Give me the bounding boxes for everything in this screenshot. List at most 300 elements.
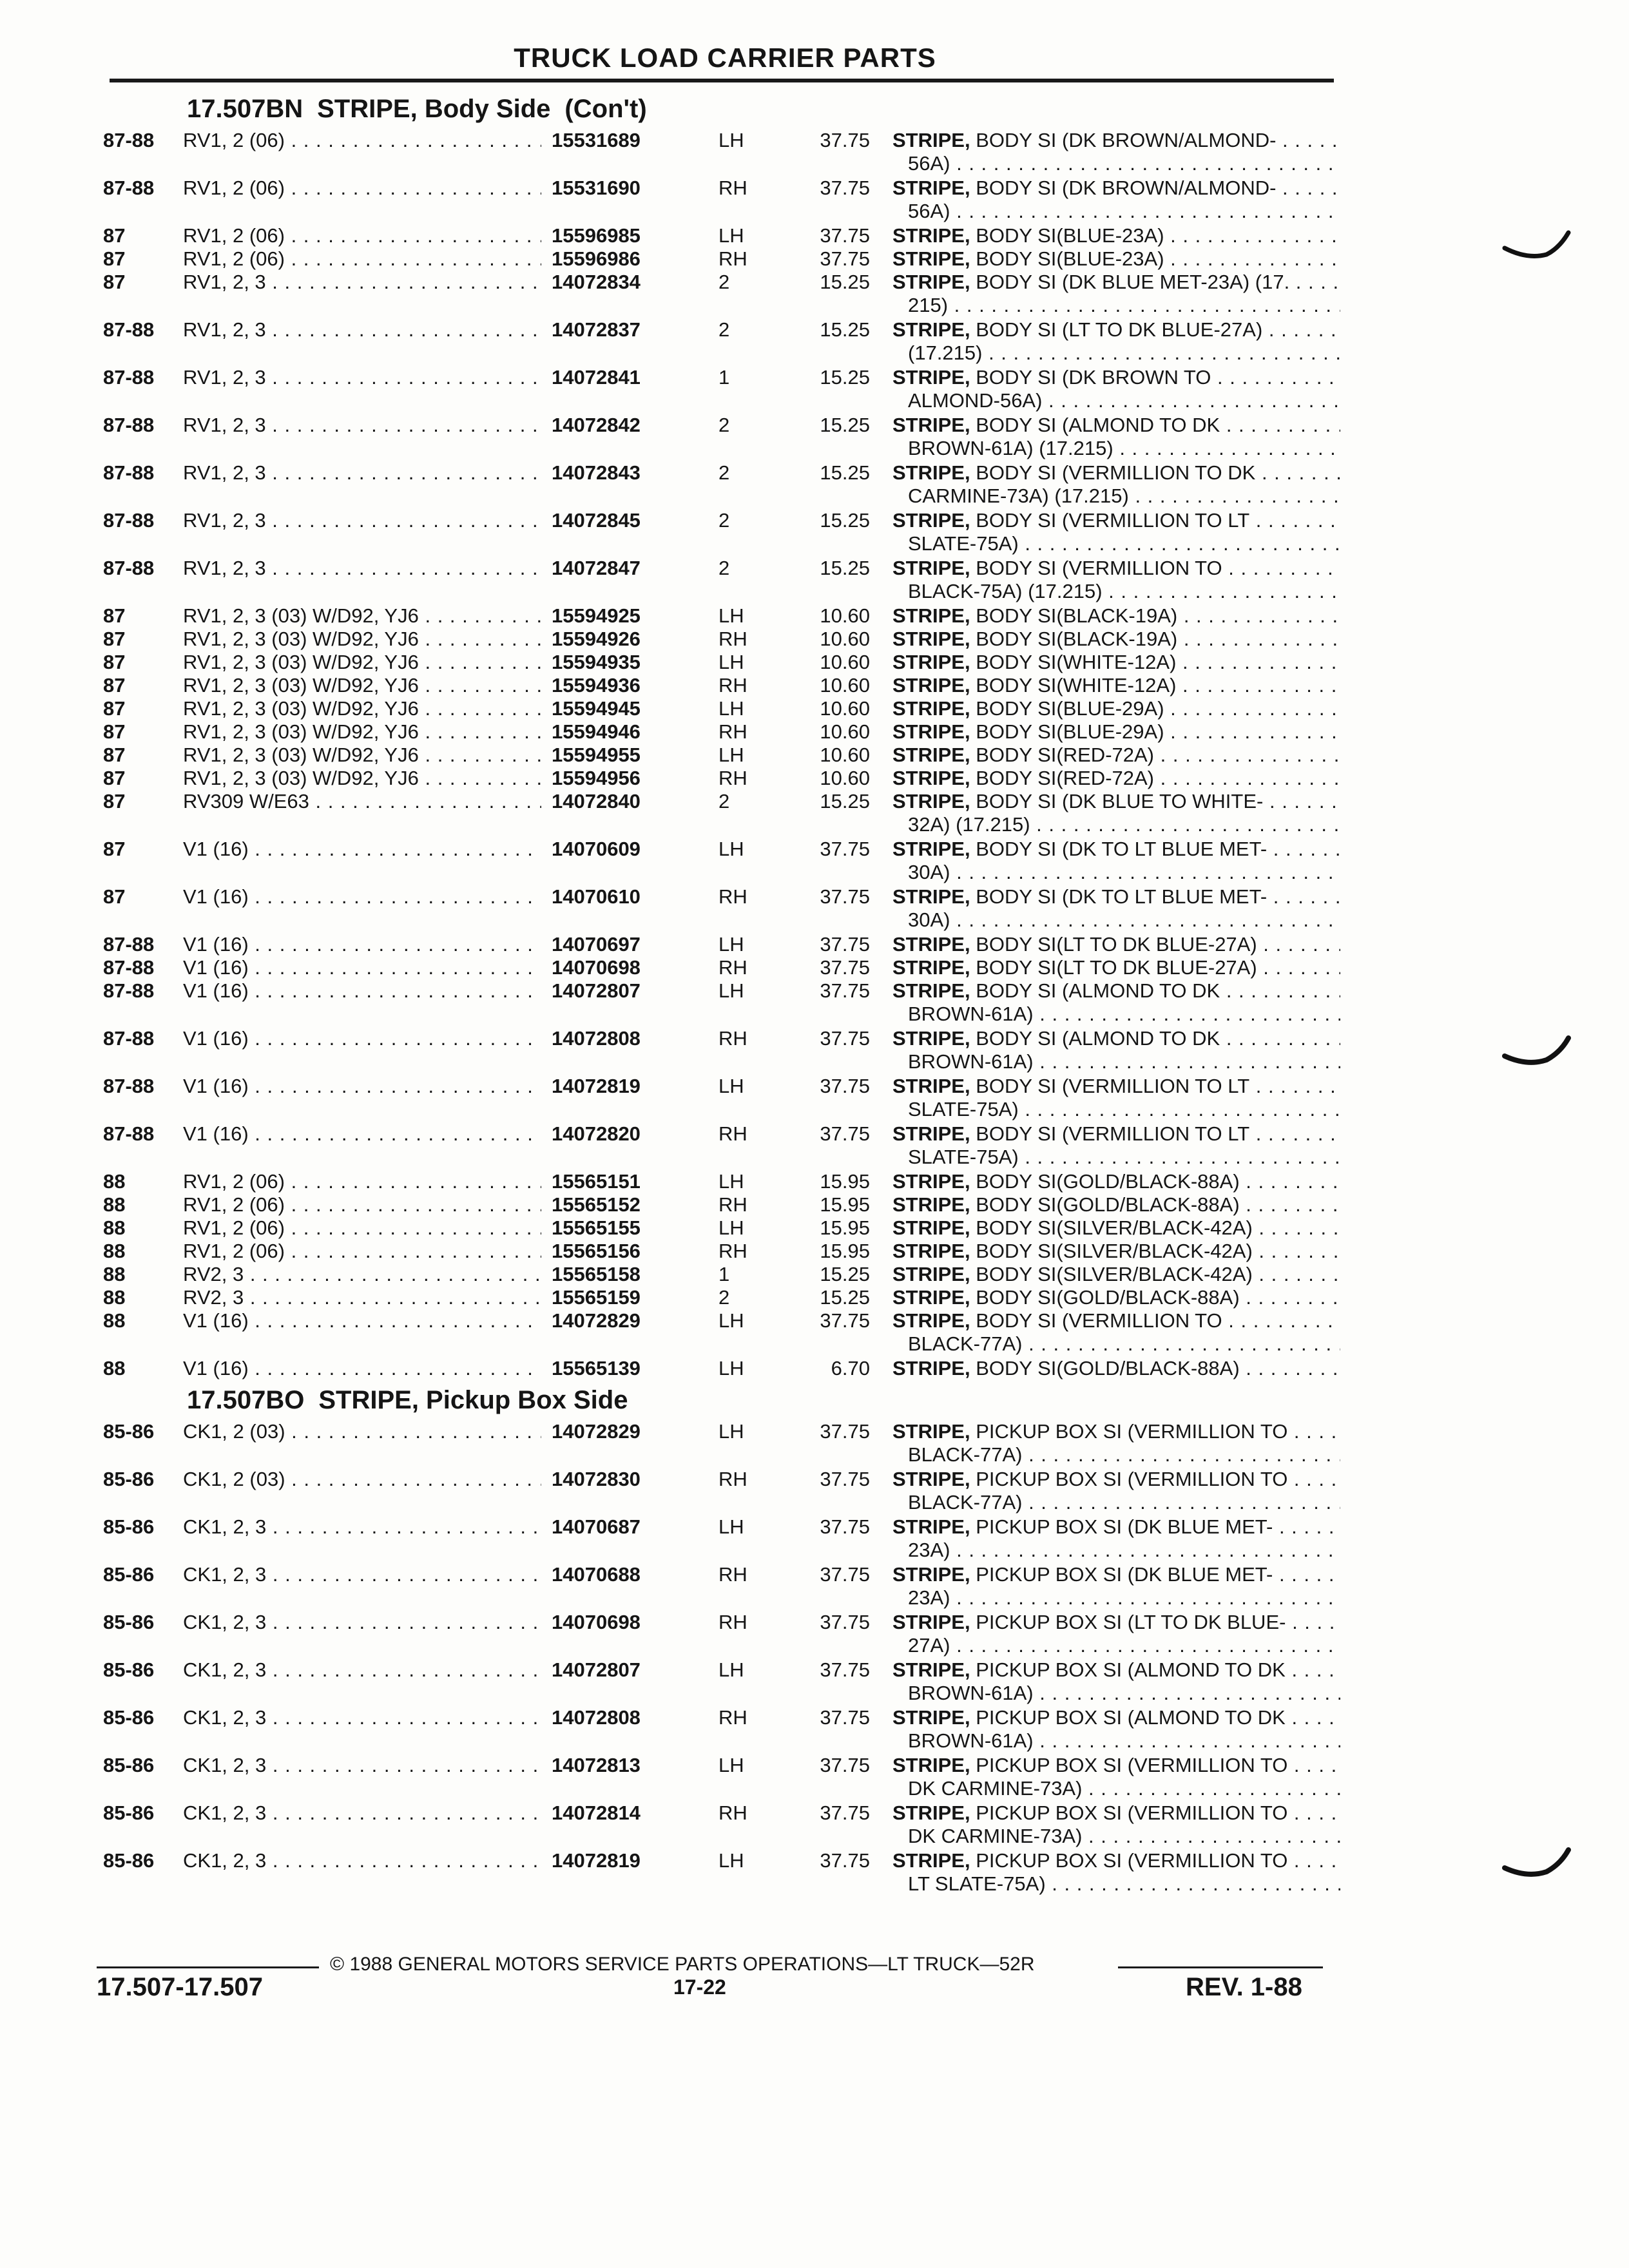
part-description — [892, 651, 1340, 674]
description-keyword: STRIPE, — [892, 1420, 970, 1443]
description-line — [892, 1122, 1340, 1146]
price: 15.95 — [820, 1193, 870, 1216]
page-number: 17-22 — [673, 1975, 726, 1999]
description-keyword: STRIPE, — [892, 224, 970, 247]
model-year: 87-88 — [103, 1122, 155, 1145]
description-continuation: BLACK-77A) . . . — [892, 1332, 1340, 1356]
description-text: PICKUP BOX SI (ALMOND TO DK — [976, 1706, 1286, 1729]
description-text: BODY SI(BLUE-29A) — [976, 720, 1164, 743]
model-code: RV1, 2, 3 (03) W/D92, YJ6 . . . — [183, 697, 631, 720]
description-line — [892, 414, 1340, 437]
description-text: BODY SI (DK BROWN/ALMOND- — [976, 177, 1277, 199]
price: 37.75 — [820, 1027, 870, 1050]
model-year: 85-86 — [103, 1611, 155, 1633]
model-year: 87 — [103, 271, 126, 293]
section-heading — [103, 1380, 1340, 1420]
parts-list — [103, 89, 1340, 1897]
description-text: BODY SI (DK TO LT BLUE MET- — [976, 838, 1268, 860]
description-text: BODY SI (DK BROWN/ALMOND- — [976, 129, 1277, 151]
quantity-side: 2 — [718, 414, 730, 436]
description-text: BODY SI (DK TO LT BLUE MET- — [976, 885, 1268, 908]
part-description — [892, 224, 1340, 247]
table-row — [103, 720, 1340, 744]
table-row — [103, 604, 1340, 628]
description-line — [892, 1027, 1340, 1050]
price: 37.75 — [820, 979, 870, 1002]
description-text: PICKUP BOX SI (VERMILLION TO — [976, 1849, 1288, 1872]
quantity-side: LH — [718, 933, 744, 956]
price: 15.95 — [820, 1170, 870, 1193]
description-text: BODY SI(GOLD/BLACK-88A) — [976, 1286, 1240, 1309]
part-number: 15565152 — [552, 1193, 641, 1216]
model-code: RV2, 3 . . . — [183, 1286, 631, 1309]
part-description — [892, 129, 1340, 175]
part-description — [892, 885, 1340, 932]
part-number-cell — [541, 1309, 784, 1332]
model-year: 87 — [103, 838, 126, 860]
price: 37.75 — [820, 129, 870, 151]
description-line — [892, 1216, 1340, 1240]
description-keyword: STRIPE, — [892, 1357, 970, 1379]
description-continuation: 23A) . . . — [892, 1586, 1340, 1610]
table-row — [103, 129, 1340, 177]
part-number-cell — [541, 979, 784, 1003]
table-row — [103, 956, 1340, 979]
model-year: 87 — [103, 697, 126, 720]
description-keyword: STRIPE, — [892, 177, 970, 199]
part-number-cell — [541, 271, 784, 294]
quantity-side: LH — [718, 1754, 744, 1776]
description-line — [892, 247, 1340, 271]
model-year: 88 — [103, 1357, 126, 1379]
description-keyword: STRIPE, — [892, 979, 970, 1002]
quantity-side: LH — [718, 1658, 744, 1681]
description-line — [892, 697, 1340, 720]
price: 37.75 — [820, 1658, 870, 1681]
description-continuation: (17.215) . . . — [892, 341, 1340, 365]
description-line — [892, 790, 1340, 813]
model-year: 88 — [103, 1263, 126, 1285]
model-year: 87-88 — [103, 933, 155, 956]
description-line — [892, 509, 1340, 532]
model-code: RV1, 2 (06) . . . — [183, 1193, 631, 1216]
description-text: BODY SI(LT TO DK BLUE-27A) — [976, 933, 1257, 956]
description-text: BODY SI(SILVER/BLACK-42A) — [976, 1263, 1253, 1285]
description-line — [892, 1075, 1340, 1098]
model-code: CK1, 2 (03) . . . — [183, 1420, 631, 1443]
price: 37.75 — [820, 885, 870, 908]
description-line — [892, 956, 1340, 979]
table-row — [103, 271, 1340, 318]
description-continuation: 215) . . . — [892, 294, 1340, 317]
part-number-cell — [541, 1170, 784, 1193]
part-description — [892, 744, 1340, 767]
part-description — [892, 271, 1340, 317]
model-year: 88 — [103, 1193, 126, 1216]
quantity-side: RH — [718, 956, 747, 979]
model-year: 87-88 — [103, 979, 155, 1002]
part-number: 15565156 — [552, 1240, 641, 1262]
part-description — [892, 628, 1340, 651]
table-row — [103, 1611, 1340, 1658]
part-number: 14072829 — [552, 1309, 641, 1332]
part-description — [892, 1563, 1340, 1610]
price: 37.75 — [820, 956, 870, 979]
description-line — [892, 933, 1340, 956]
part-description — [892, 604, 1340, 628]
description-keyword: STRIPE, — [892, 790, 970, 812]
part-number-cell — [541, 744, 784, 767]
part-description — [892, 1263, 1340, 1286]
part-number-cell — [541, 1263, 784, 1286]
part-description — [892, 557, 1340, 603]
price: 15.95 — [820, 1216, 870, 1239]
part-description — [892, 1216, 1340, 1240]
price: 15.25 — [820, 509, 870, 532]
description-keyword: STRIPE, — [892, 1563, 970, 1586]
description-text: PICKUP BOX SI (VERMILLION TO — [976, 1802, 1288, 1824]
description-text: BODY SI (VERMILLION TO DK — [976, 461, 1256, 484]
quantity-side: LH — [718, 1357, 744, 1379]
part-description — [892, 1170, 1340, 1193]
part-description — [892, 177, 1340, 223]
description-keyword: STRIPE, — [892, 1240, 970, 1262]
table-row — [103, 628, 1340, 651]
part-number-cell — [541, 414, 784, 437]
model-code: RV1, 2, 3 (03) W/D92, YJ6 . . . — [183, 651, 631, 674]
description-text: BODY SI(RED-72A) — [976, 744, 1154, 766]
part-number-cell — [541, 604, 784, 628]
description-keyword: STRIPE, — [892, 697, 970, 720]
description-text: BODY SI(BLUE-23A) — [976, 247, 1164, 270]
quantity-side: 2 — [718, 509, 730, 532]
description-text: BODY SI (ALMOND TO DK — [976, 414, 1220, 436]
description-line — [892, 1420, 1340, 1443]
part-description — [892, 1706, 1340, 1753]
description-continuation: 27A) . . . — [892, 1634, 1340, 1657]
table-row — [103, 1240, 1340, 1263]
part-number-cell — [541, 1420, 784, 1443]
price: 15.25 — [820, 790, 870, 812]
check-mark-icon — [1501, 229, 1572, 267]
model-code: V1 (16) . . . — [183, 1075, 631, 1098]
model-code: RV1, 2 (06) . . . — [183, 247, 631, 271]
part-description — [892, 414, 1340, 460]
price: 15.25 — [820, 461, 870, 484]
quantity-side: 2 — [718, 318, 730, 341]
model-code: CK1, 2, 3 . . . — [183, 1802, 631, 1825]
description-keyword: STRIPE, — [892, 1170, 970, 1193]
price: 15.25 — [820, 557, 870, 579]
model-code: RV1, 2 (06) . . . — [183, 224, 631, 247]
model-year: 87 — [103, 744, 126, 766]
part-number: 14072842 — [552, 414, 641, 436]
table-row — [103, 1286, 1340, 1309]
description-keyword: STRIPE, — [892, 1309, 970, 1332]
description-text: PICKUP BOX SI (VERMILLION TO — [976, 1754, 1288, 1776]
part-number-cell — [541, 1515, 784, 1539]
description-continuation: BROWN-61A) . . . — [892, 1729, 1340, 1753]
description-continuation: BLACK-77A) . . . — [892, 1443, 1340, 1466]
model-code: CK1, 2, 3 . . . — [183, 1706, 631, 1729]
model-code: RV1, 2, 3 (03) W/D92, YJ6 . . . — [183, 628, 631, 651]
description-line — [892, 1706, 1340, 1729]
model-year: 85-86 — [103, 1849, 155, 1872]
description-line — [892, 1849, 1340, 1872]
description-keyword: STRIPE, — [892, 129, 970, 151]
description-text: BODY SI (DK BROWN TO — [976, 366, 1211, 389]
quantity-side: LH — [718, 224, 744, 247]
description-keyword: STRIPE, — [892, 366, 970, 389]
price: 37.75 — [820, 1122, 870, 1145]
description-keyword: STRIPE, — [892, 318, 970, 341]
description-keyword: STRIPE, — [892, 509, 970, 532]
table-row — [103, 1515, 1340, 1563]
quantity-side: LH — [718, 1309, 744, 1332]
part-number: 14072813 — [552, 1754, 641, 1776]
description-text: BODY SI (LT TO DK BLUE-27A) — [976, 318, 1263, 341]
part-number: 15596985 — [552, 224, 641, 247]
price: 15.25 — [820, 1263, 870, 1285]
description-line — [892, 271, 1340, 294]
quantity-side: 2 — [718, 271, 730, 293]
model-year: 85-86 — [103, 1802, 155, 1824]
quantity-side: RH — [718, 1563, 747, 1586]
description-line — [892, 318, 1340, 341]
quantity-side: LH — [718, 604, 744, 627]
table-row — [103, 177, 1340, 224]
table-row — [103, 224, 1340, 247]
description-text: BODY SI (DK BLUE TO WHITE- — [976, 790, 1264, 812]
description-line — [892, 1357, 1340, 1380]
model-year: 87-88 — [103, 366, 155, 389]
quantity-side: RH — [718, 1122, 747, 1145]
part-number-cell — [541, 129, 784, 152]
part-number-cell — [541, 1216, 784, 1240]
price: 15.25 — [820, 318, 870, 341]
description-text: BODY SI(GOLD/BLACK-88A) — [976, 1170, 1240, 1193]
description-keyword: STRIPE, — [892, 1263, 970, 1285]
description-keyword: STRIPE, — [892, 674, 970, 697]
price: 37.75 — [820, 1754, 870, 1776]
description-line — [892, 1754, 1340, 1777]
part-description — [892, 1357, 1340, 1380]
section-reference: 17.507-17.507 — [97, 1973, 264, 2001]
part-number-cell — [541, 224, 784, 247]
model-code: V1 (16) . . . — [183, 838, 631, 861]
description-text: BODY SI(SILVER/BLACK-42A) — [976, 1216, 1253, 1239]
description-text: BODY SI(BLACK-19A) — [976, 628, 1178, 650]
quantity-side: LH — [718, 651, 744, 673]
part-number-cell — [541, 838, 784, 861]
description-keyword: STRIPE, — [892, 767, 970, 789]
model-year: 85-86 — [103, 1468, 155, 1490]
table-row — [103, 1027, 1340, 1075]
description-line — [892, 604, 1340, 628]
model-year: 87-88 — [103, 509, 155, 532]
model-code: CK1, 2, 3 . . . — [183, 1849, 631, 1872]
quantity-side: 2 — [718, 790, 730, 812]
description-keyword: STRIPE, — [892, 1706, 970, 1729]
table-row — [103, 790, 1340, 838]
section-code: 17.507BO — [187, 1386, 305, 1414]
part-description — [892, 697, 1340, 720]
model-code: V1 (16) . . . — [183, 956, 631, 979]
footer-rule — [1118, 1966, 1323, 1968]
description-keyword: STRIPE, — [892, 1658, 970, 1681]
description-text: BODY SI(BLUE-29A) — [976, 697, 1164, 720]
model-year: 88 — [103, 1240, 126, 1262]
model-year: 87-88 — [103, 129, 155, 151]
price: 37.75 — [820, 247, 870, 270]
description-continuation: BROWN-61A) . . . — [892, 1003, 1340, 1026]
table-row — [103, 509, 1340, 557]
part-description — [892, 1286, 1340, 1309]
description-keyword: STRIPE, — [892, 885, 970, 908]
quantity-side: LH — [718, 1515, 744, 1538]
model-code: RV1, 2, 3 (03) W/D92, YJ6 . . . — [183, 767, 631, 790]
description-line — [892, 1193, 1340, 1216]
quantity-side: LH — [718, 1075, 744, 1097]
price: 37.75 — [820, 1611, 870, 1633]
description-continuation: DK CARMINE-73A) . . . — [892, 1825, 1340, 1848]
model-year: 85-86 — [103, 1754, 155, 1776]
description-keyword: STRIPE, — [892, 247, 970, 270]
model-code: RV1, 2, 3 . . . — [183, 318, 631, 341]
description-line — [892, 1563, 1340, 1586]
model-code: RV1, 2 (06) . . . — [183, 1170, 631, 1193]
part-description — [892, 1802, 1340, 1848]
price: 37.75 — [820, 1849, 870, 1872]
description-line — [892, 557, 1340, 580]
description-text: BODY SI(LT TO DK BLUE-27A) — [976, 956, 1257, 979]
title-rule — [110, 79, 1334, 82]
section-heading — [103, 89, 1340, 129]
table-row — [103, 933, 1340, 956]
model-code: CK1, 2 (03) . . . — [183, 1468, 631, 1491]
price: 37.75 — [820, 1420, 870, 1443]
part-number: 15594955 — [552, 744, 641, 766]
table-row — [103, 1122, 1340, 1170]
model-code: RV1, 2, 3 . . . — [183, 271, 631, 294]
part-number: 14072807 — [552, 1658, 641, 1681]
table-row — [103, 461, 1340, 509]
description-text: BODY SI (DK BLUE MET-23A) (17. — [976, 271, 1290, 293]
model-code: V1 (16) . . . — [183, 1122, 631, 1146]
description-text: BODY SI (ALMOND TO DK — [976, 979, 1220, 1002]
description-line — [892, 1611, 1340, 1634]
description-line — [892, 651, 1340, 674]
price: 37.75 — [820, 838, 870, 860]
table-row — [103, 885, 1340, 933]
part-number: 15565159 — [552, 1286, 641, 1309]
model-code: CK1, 2, 3 . . . — [183, 1563, 631, 1586]
part-number: 14070697 — [552, 933, 641, 956]
description-line — [892, 674, 1340, 697]
part-number: 15531689 — [552, 129, 641, 151]
quantity-side: RH — [718, 767, 747, 789]
model-code: CK1, 2, 3 . . . — [183, 1754, 631, 1777]
description-keyword: STRIPE, — [892, 1216, 970, 1239]
part-number: 14072829 — [552, 1420, 641, 1443]
description-text: BODY SI(GOLD/BLACK-88A) — [976, 1357, 1240, 1379]
part-number: 14072843 — [552, 461, 641, 484]
table-row — [103, 651, 1340, 674]
description-keyword: STRIPE, — [892, 933, 970, 956]
part-description — [892, 1240, 1340, 1263]
description-text: BODY SI(SILVER/BLACK-42A) — [976, 1240, 1253, 1262]
table-row — [103, 1802, 1340, 1849]
part-number-cell — [541, 697, 784, 720]
quantity-side: RH — [718, 1193, 747, 1216]
price: 10.60 — [820, 628, 870, 650]
model-year: 87 — [103, 628, 126, 650]
part-description — [892, 790, 1340, 836]
price: 37.75 — [820, 1309, 870, 1332]
quantity-side: RH — [718, 628, 747, 650]
model-code: RV1, 2, 3 (03) W/D92, YJ6 . . . — [183, 604, 631, 628]
table-row — [103, 697, 1340, 720]
description-continuation: 23A) . . . — [892, 1539, 1340, 1562]
table-row — [103, 1420, 1340, 1468]
model-year: 88 — [103, 1170, 126, 1193]
part-number: 15565139 — [552, 1357, 641, 1379]
description-text: PICKUP BOX SI (VERMILLION TO — [976, 1468, 1288, 1490]
description-keyword: STRIPE, — [892, 744, 970, 766]
model-year: 87 — [103, 720, 126, 743]
model-year: 87 — [103, 651, 126, 673]
part-description — [892, 838, 1340, 884]
description-keyword: STRIPE, — [892, 1754, 970, 1776]
description-continuation: DK CARMINE-73A) . . . — [892, 1777, 1340, 1800]
description-continuation: LT SLATE-75A) . . . — [892, 1872, 1340, 1896]
description-keyword: STRIPE, — [892, 1611, 970, 1633]
table-row — [103, 1263, 1340, 1286]
footer-rule — [97, 1966, 319, 1968]
description-continuation: 56A) . . . — [892, 200, 1340, 223]
price: 37.75 — [820, 1802, 870, 1824]
table-row — [103, 1754, 1340, 1802]
price: 10.60 — [820, 767, 870, 789]
quantity-side: LH — [718, 744, 744, 766]
model-code: CK1, 2, 3 . . . — [183, 1515, 631, 1539]
part-number: 14072841 — [552, 366, 641, 389]
part-number: 15594925 — [552, 604, 641, 627]
quantity-side: RH — [718, 1706, 747, 1729]
model-year: 87 — [103, 224, 126, 247]
model-code: RV1, 2, 3 . . . — [183, 461, 631, 485]
model-code: RV1, 2, 3 . . . — [183, 366, 631, 389]
price: 37.75 — [820, 1468, 870, 1490]
description-keyword: STRIPE, — [892, 1515, 970, 1538]
model-code: V1 (16) . . . — [183, 1027, 631, 1050]
description-continuation: 32A) (17.215) . . . — [892, 813, 1340, 836]
description-keyword: STRIPE, — [892, 838, 970, 860]
section-name: STRIPE, Body Side — [317, 95, 551, 123]
table-row — [103, 838, 1340, 885]
description-text: PICKUP BOX SI (LT TO DK BLUE- — [976, 1611, 1286, 1633]
description-keyword: STRIPE, — [892, 1075, 970, 1097]
table-row — [103, 247, 1340, 271]
table-row — [103, 744, 1340, 767]
model-code: V1 (16) . . . — [183, 979, 631, 1003]
table-row — [103, 1706, 1340, 1754]
description-text: PICKUP BOX SI (VERMILLION TO — [976, 1420, 1288, 1443]
model-code: CK1, 2, 3 . . . — [183, 1611, 631, 1634]
model-code: RV1, 2 (06) . . . — [183, 129, 631, 152]
description-text: BODY SI(WHITE-12A) — [976, 651, 1177, 673]
table-row — [103, 1170, 1340, 1193]
